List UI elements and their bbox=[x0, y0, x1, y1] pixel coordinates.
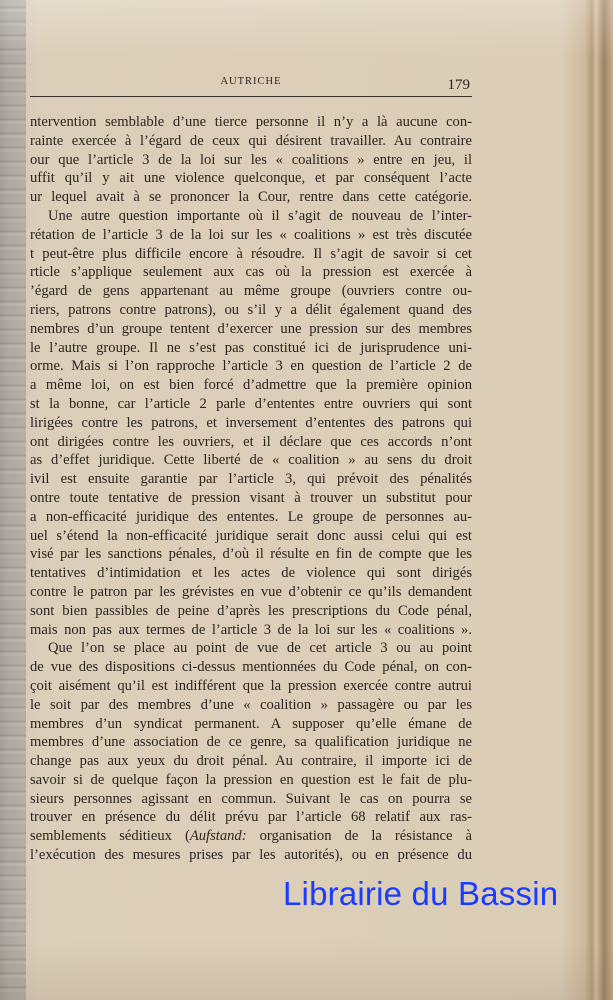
text-line: nembres d’un groupe tentent d’exercer une pression sur des membres bbox=[30, 320, 472, 337]
text-line: st la bonne, car l’article 2 parle d’ententes entre ouvriers qui sont bbox=[30, 395, 472, 412]
text-line: le soit par des membres d’une « coalition » passagère ou par les bbox=[30, 696, 472, 713]
text-line: t peut-être plus difficile encore à résoudre. Il s’agit de savoir si cet bbox=[30, 245, 472, 262]
page-highlight bbox=[0, 0, 613, 60]
text-line: ur lequel avait à se prononcer la Cour, rentre dans cette catégorie. bbox=[30, 189, 472, 206]
text-line: mais non pas aux termes de l’article 3 de la loi sur les « coalitions ». bbox=[30, 621, 472, 638]
page-number: 179 bbox=[447, 77, 470, 93]
running-head-title: AUTRICHE bbox=[220, 76, 282, 87]
text-line: trouver en présence du délit prévu par l’article 68 relatif aux ras- bbox=[30, 809, 472, 826]
text-line: ntervention semblable d’une tierce personne il n’y a là aucune con- bbox=[30, 114, 472, 130]
text-line: l’exécution des mesures prises par les autorités), ou en présence du bbox=[30, 847, 472, 864]
text-line: orme. Mais si l’on rapproche l’article 3 en question de l’article 2 de bbox=[30, 358, 472, 375]
watermark: Librairie du Bassin bbox=[283, 875, 559, 912]
text-line: lirigées contre les patrons, et inversement d’ententes des patrons qui bbox=[30, 414, 472, 431]
running-head bbox=[30, 76, 472, 96]
text-line: uel s’étend la non-efficacité juridique serait donc aussi celui qui est bbox=[30, 527, 472, 544]
text-line: our que l’article 3 de la loi sur les « coalitions » entre en jeu, il bbox=[30, 151, 472, 168]
text-line: membres d’une association de ce genre, sa qualification juridique ne bbox=[30, 734, 472, 751]
text-line: a non-efficacité juridique des ententes. Le groupe de personnes au- bbox=[30, 508, 472, 525]
text-line: sont bien passibles de peine d’après les prescriptions du Code pénal, bbox=[30, 602, 472, 619]
text-line: uffit qu’il y ait une violence quelconque, et par conséquent l’acte bbox=[30, 170, 472, 187]
text-line: change pas aux yeux du droit pénal. Au contraire, il importe ici de bbox=[30, 753, 472, 770]
text-line: rétation de l’article 3 de la loi sur les « coalitions » est très discutée bbox=[30, 226, 472, 243]
text-line: de vue des dispositions ci-dessus mentionnées du Code pénal, on con- bbox=[30, 659, 472, 676]
text-line: ’égard de gens appartenant au même groupe (ouvriers contre ou- bbox=[30, 283, 472, 300]
text-line: visé par les sanctions pénales, d’où il résulte en fin de compte que les bbox=[30, 546, 472, 563]
text-line: rainte exercée à l’égard de ceux qui désirent travailler. Au contraire bbox=[30, 132, 472, 149]
text-line: ont dirigées contre les ouvriers, et il déclare que ces accords n’ont bbox=[30, 433, 472, 450]
page-shadow bbox=[0, 940, 613, 1000]
text-line: tentatives d’intimidation et les actes de violence qui sont dirigés bbox=[30, 565, 472, 582]
text-line: ontre toute tentative de pression visant à trouver un substitut pour bbox=[30, 489, 472, 506]
text-line: Une autre question importante où il s’agit de nouveau de l’inter- bbox=[48, 207, 472, 224]
text-line: Que l’on se place au point de vue de cet article 3 ou au point bbox=[48, 640, 472, 657]
text-line: contre le patron par les grévistes en vue d’obtenir ce qu’ils demandent bbox=[30, 583, 472, 600]
italic-term: Aufstand: bbox=[189, 828, 247, 845]
text-line: riers, patrons contre patrons), ou s’il y a délit également quand des bbox=[30, 301, 472, 318]
adjacent-pages-edge bbox=[0, 0, 26, 1000]
body-text bbox=[30, 113, 472, 865]
text-line: savoir si de quelque façon la pression en question est le fait de plu- bbox=[30, 771, 472, 788]
text-line: semblements séditieux (Aufstand: organisation de la résistance à bbox=[30, 828, 472, 845]
text-line: a même loi, on est bien forcé d’admettre que la première opinion bbox=[30, 377, 472, 394]
text-line: as d’effet juridique. Cette liberté de « coalition » au sens du droit bbox=[30, 452, 472, 469]
header-rule bbox=[30, 96, 472, 97]
text-line: le l’autre groupe. Il ne s’est pas constitué ici de jurisprudence uni- bbox=[30, 339, 472, 356]
text-line: sieurs personnes agissant en commun. Suivant le cas on pourra se bbox=[30, 790, 472, 807]
text-line: membres d’un syndicat permanent. A supposer qu’elle émane de bbox=[30, 715, 472, 732]
text-line: ivil est ensuite garantie par l’article 3, qui prévoit des pénalités bbox=[30, 471, 472, 488]
text-line: çoit aisément qu’il est indifférent que la pression exercée contre autrui bbox=[30, 677, 472, 694]
text-line: rticle s’applique seulement aux cas où la pression est exercée à bbox=[30, 264, 472, 281]
